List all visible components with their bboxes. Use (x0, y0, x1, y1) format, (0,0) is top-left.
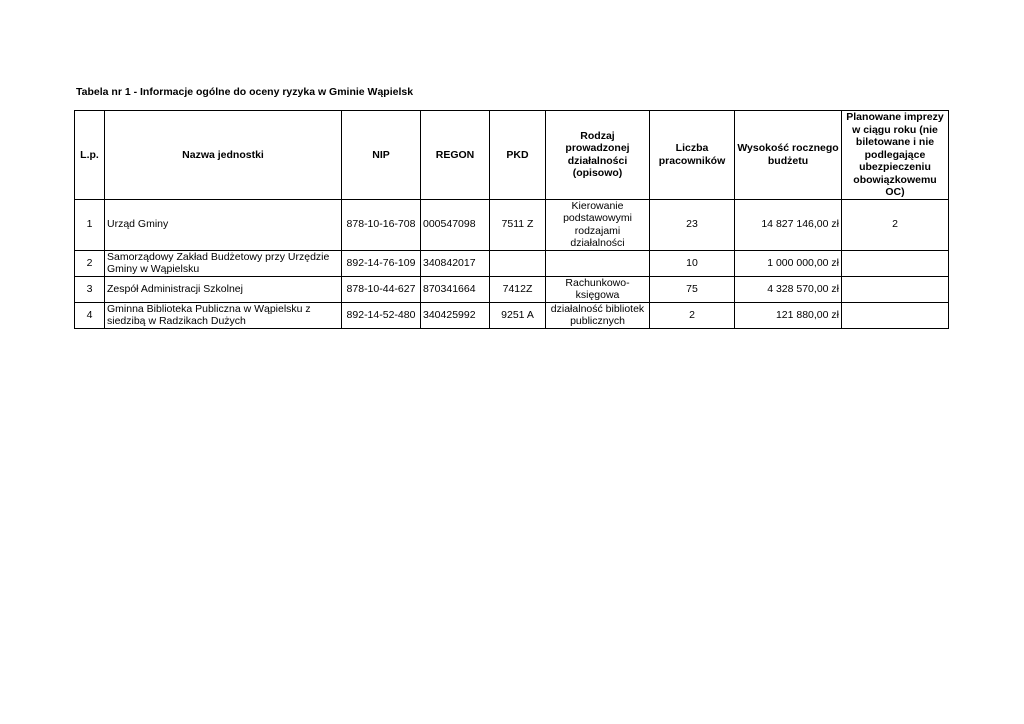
cell-budget: 14 827 146,00 zł (735, 199, 842, 250)
cell-regon: 000547098 (421, 199, 490, 250)
header-budget: Wysokość rocznego budżetu (735, 111, 842, 200)
cell-lp: 2 (75, 250, 105, 276)
header-nip: NIP (342, 111, 421, 200)
header-employees: Liczba pracowników (650, 111, 735, 200)
cell-nip: 878-10-16-708 (342, 199, 421, 250)
cell-activity: Kierowanie podstawowymi rodzajami działalności (546, 199, 650, 250)
cell-regon: 340425992 (421, 302, 490, 328)
cell-events: 2 (842, 199, 949, 250)
cell-lp: 4 (75, 302, 105, 328)
cell-activity: działalność bibliotek publicznych (546, 302, 650, 328)
table-row (75, 302, 949, 328)
table-row (75, 250, 949, 276)
cell-employees: 10 (650, 250, 735, 276)
header-name: Nazwa jednostki (105, 111, 342, 200)
header-regon: REGON (421, 111, 490, 200)
cell-regon: 340842017 (421, 250, 490, 276)
cell-employees: 23 (650, 199, 735, 250)
cell-employees: 75 (650, 276, 735, 302)
table-row (75, 199, 949, 250)
cell-budget: 1 000 000,00 zł (735, 250, 842, 276)
header-events: Planowane imprezy w ciągu roku (nie biletowane i nie podlegające ubezpieczeniu obowiązkowemu OC) (842, 111, 949, 200)
cell-lp: 3 (75, 276, 105, 302)
cell-name: Zespół Administracji Szkolnej (105, 276, 342, 302)
cell-nip: 878-10-44-627 (342, 276, 421, 302)
cell-pkd: 7412Z (490, 276, 546, 302)
cell-name: Samorządowy Zakład Budżetowy przy Urzędzie Gminy w Wąpielsku (105, 250, 342, 276)
cell-employees: 2 (650, 302, 735, 328)
cell-events (842, 276, 949, 302)
cell-regon: 870341664 (421, 276, 490, 302)
header-pkd: PKD (490, 111, 546, 200)
cell-activity (546, 250, 650, 276)
cell-nip: 892-14-52-480 (342, 302, 421, 328)
header-activity: Rodzaj prowadzonej działalności (opisowo) (546, 111, 650, 200)
cell-events (842, 250, 949, 276)
cell-budget: 4 328 570,00 zł (735, 276, 842, 302)
cell-budget: 121 880,00 zł (735, 302, 842, 328)
cell-lp: 1 (75, 199, 105, 250)
cell-pkd: 9251 A (490, 302, 546, 328)
header-lp: L.p. (75, 111, 105, 200)
table-title: Tabela nr 1 - Informacje ogólne do oceny ryzyka w Gminie Wąpielsk (76, 86, 414, 98)
header-row (75, 111, 949, 200)
cell-name: Gminna Biblioteka Publiczna w Wąpielsku z siedzibą w Radzikach Dużych (105, 302, 342, 328)
cell-pkd (490, 250, 546, 276)
cell-name: Urząd Gminy (105, 199, 342, 250)
cell-events (842, 302, 949, 328)
cell-activity: Rachunkowo-księgowa (546, 276, 650, 302)
cell-pkd: 7511 Z (490, 199, 546, 250)
table-row (75, 276, 949, 302)
risk-info-table (74, 110, 949, 329)
cell-nip: 892-14-76-109 (342, 250, 421, 276)
